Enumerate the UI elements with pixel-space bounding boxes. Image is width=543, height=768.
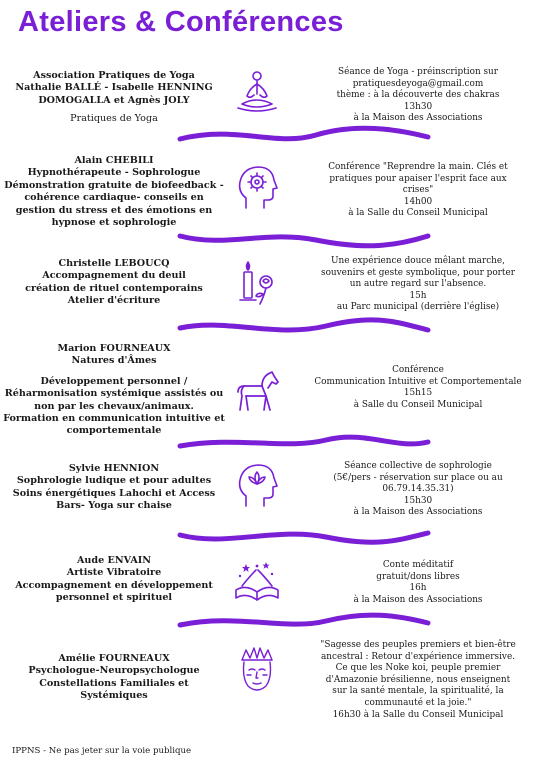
- entry-5-name: Sylvie HENNION: [68, 463, 160, 474]
- entry-3-right-line: souvenirs et geste symbolique, pour porter: [321, 267, 515, 278]
- divider-wave: [176, 228, 432, 250]
- entry-5-left-line: Bars- Yoga sur chaise: [56, 500, 172, 512]
- entry-7-right-line: d'Amazonie brésilienne, nous enseignent: [325, 674, 511, 685]
- entry-1-right-line: 13h30: [403, 101, 433, 112]
- entry-1-right-line: à la Maison des Associations: [353, 113, 483, 124]
- entry-1-left-line: Pratiques de Yoga: [70, 113, 158, 125]
- candle-rose-icon: [232, 258, 282, 308]
- entry-5-right: [302, 461, 534, 519]
- entry-1-right: [302, 67, 534, 125]
- entry-4-right-line: Conférence: [392, 365, 444, 375]
- entry-4-left: [0, 343, 228, 438]
- entry-3-right-line: 15h: [409, 290, 427, 301]
- footer-notice: IPPNS - Ne pas jeter sur la voie publique: [12, 746, 192, 756]
- entry-5-right-line: 15h30: [403, 495, 433, 506]
- entry-6-right-line: à la Maison des Associations: [353, 594, 483, 605]
- divider-wave: [176, 611, 432, 633]
- entry-4-left-line: Natures d'Âmes: [71, 355, 157, 367]
- entry-2-left: [0, 155, 228, 229]
- entry-3-left-line: Accompagnement du deuil: [42, 270, 186, 282]
- indigenous-face-icon: [232, 646, 282, 696]
- entry-7-right-line: communauté et la joie.": [364, 697, 472, 708]
- divider-wave: [176, 525, 432, 547]
- entry-7-left-line: Constellations Familiales et: [39, 677, 189, 689]
- entry-2-left-line: Démonstration gratuite de biofeedback -: [4, 179, 224, 191]
- entry-7-left-line: Systémiques: [80, 690, 148, 702]
- entry-4-right-line: à Salle du Conseil Municipal: [353, 399, 483, 410]
- divider-wave: [176, 316, 432, 338]
- entry-6-left-line: Accompagnement en développement: [15, 579, 213, 591]
- entry-3-left: [0, 258, 228, 308]
- entry-7-right-line: Ce que les Noke koi, peuple premier: [335, 663, 501, 674]
- entry-2-name: Alain CHEBILI: [74, 155, 154, 166]
- entry-1-left-line: Association Pratiques de Yoga: [33, 70, 195, 81]
- entry-7-left: [0, 653, 228, 703]
- divider-wave: [176, 432, 432, 454]
- entry-4-right-line: Communication Intuitive et Comportementale: [314, 376, 522, 387]
- entry-6-right-line: Conte méditatif: [382, 560, 454, 570]
- entry-3-left-line: Atelier d'écriture: [67, 295, 161, 307]
- entry-2-left-line: Hypnothérapeute - Sophrologue: [27, 167, 201, 179]
- entry-4-right-line: 15h15: [403, 388, 433, 399]
- entry-2-right-line: crises": [402, 185, 434, 196]
- entry-7-left-line: Psychologue-Neuropsychologue: [28, 665, 200, 677]
- entry-2-right-line: Conférence "Reprendre la main. Clés et: [328, 162, 508, 172]
- entry-5-left-line: Soins énergétiques Lahochi et Access: [12, 487, 216, 499]
- entry-3-right-line: un autre regard sur l'absence.: [349, 279, 487, 290]
- entry-2-right-line: pratiques pour apaiser l'esprit face aux: [329, 173, 507, 184]
- entry-6-right-line: gratuit/dons libres: [376, 571, 460, 582]
- entry-6-left-line: personnel et spirituel: [55, 592, 173, 604]
- open-book-stars-icon: [232, 556, 282, 606]
- entry-2-right-line: 14h00: [403, 196, 433, 207]
- entry-7-name: Amélie FOURNEAUX: [58, 653, 170, 664]
- entry-4-left-line: Formation en communication intuitive et: [3, 413, 225, 425]
- entry-4-name: Marion FOURNEAUX: [57, 343, 171, 354]
- entry-1-left-line: Nathalie BALLÉ - Isabelle HENNING: [15, 82, 213, 94]
- entry-7-right-line: ancestral : Retour d'expérience immersive.: [320, 651, 516, 662]
- entry-1-left: [0, 70, 228, 126]
- entry-7-right-line: sur la santé mentale, la spiritualité, la: [332, 686, 504, 697]
- entry-1-left-line: DOMOGALLA et Agnès JOLY: [38, 94, 190, 106]
- yoga-meditation-icon: [232, 66, 282, 116]
- entry-4-left-line: Réharmonisation systémique assistés ou: [4, 388, 224, 400]
- entry-1-right-line: Séance de Yoga - préinscription sur: [338, 67, 498, 77]
- entry-4-right: [302, 365, 534, 411]
- entry-5-right-line: (5€/pers - réservation sur place ou au: [333, 472, 503, 483]
- entry-5-right-line: à la Maison des Associations: [353, 507, 483, 518]
- entry-5-right-line: Séance collective de sophrologie: [344, 461, 492, 471]
- divider-wave: [176, 125, 432, 147]
- entry-3-right-line: Une expérience douce mêlant marche,: [331, 256, 505, 266]
- entry-1-right-line: pratiquesdeyoga@gmail.com: [352, 78, 484, 89]
- entry-2-left-line: gestion du stress et des émotions en: [15, 204, 213, 216]
- entry-4-left-line: Développement personnel /: [40, 375, 188, 387]
- horse-icon: [232, 366, 282, 416]
- entry-6-name: Aude ENVAIN: [76, 555, 152, 566]
- entry-3-right: [302, 256, 534, 314]
- entry-2-right-line: à la Salle du Conseil Municipal: [348, 208, 488, 219]
- entry-5-left: [0, 463, 228, 513]
- entry-5-left-line: Sophrologie ludique et pour adultes: [16, 475, 212, 487]
- entry-6-left: [0, 555, 228, 605]
- head-gear-icon: [232, 162, 282, 212]
- entry-3-left-line: création de rituel contemporains: [25, 282, 203, 294]
- entry-2-left-line: hypnose et sophrologie: [51, 217, 177, 229]
- entry-6-right-line: 16h: [409, 583, 427, 594]
- entry-1-right-line: thème : à la découverte des chakras: [336, 90, 500, 101]
- entry-3-name: Christelle LEBOUCQ: [58, 258, 170, 269]
- entry-3-right-line: au Parc municipal (derrière l'église): [336, 302, 500, 313]
- entry-7-right: [302, 640, 534, 721]
- entry-7-right-line: "Sagesse des peuples premiers et bien-être: [320, 640, 516, 650]
- entry-4-left-line: non par les chevaux/animaux.: [34, 400, 194, 412]
- entry-6-right: [302, 560, 534, 606]
- entry-5-right-line: 06.79.14.35.31): [382, 484, 454, 495]
- entry-2-left-line: cohérence cardiaque- conseils en: [24, 192, 204, 204]
- entry-7-right-line: 16h30 à la Salle du Conseil Municipal: [332, 709, 504, 720]
- head-lotus-icon: [232, 460, 282, 510]
- entry-6-left-line: Artiste Vibratoire: [66, 567, 162, 579]
- entry-4-left-line: comportementale: [66, 425, 162, 437]
- entry-2-right: [302, 162, 534, 220]
- page-title: Ateliers & Conférences: [18, 6, 344, 38]
